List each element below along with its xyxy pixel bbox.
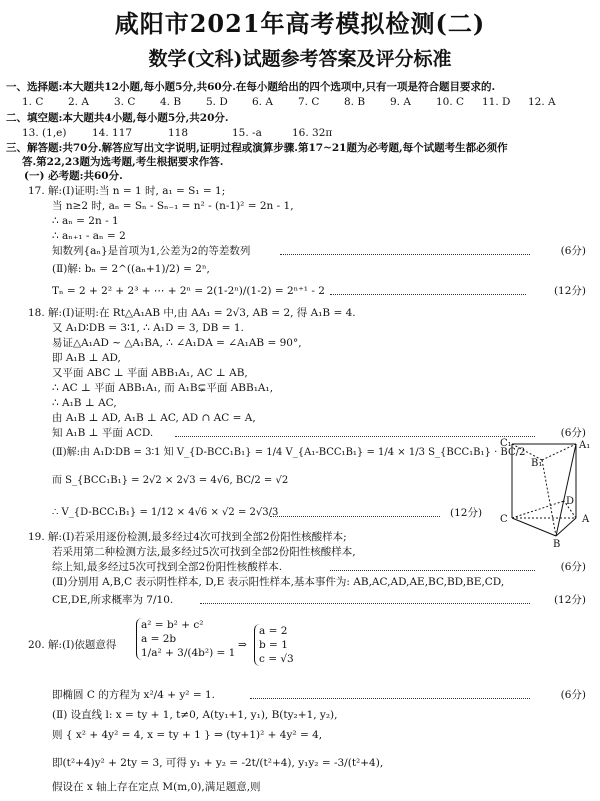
q20-eq: c = √3 bbox=[259, 653, 294, 665]
choice-answer: 6. A bbox=[252, 96, 273, 108]
section-choice-heading: 一、选择题:本大题共12小题,每小题5分,共60分.在每小题给出的四个选项中,只有一项是符合题目要求的. bbox=[6, 81, 496, 93]
dot-leader bbox=[250, 698, 530, 699]
choice-answer: 11. D bbox=[482, 96, 511, 108]
score-mark: (6分) bbox=[560, 689, 586, 701]
label-b1: B₁ bbox=[531, 458, 543, 469]
fill-answers bbox=[22, 126, 352, 140]
choice-answer: 3. C bbox=[114, 96, 136, 108]
q20-part2-line: 则 { x² + 4y² = 4, x = ty + 1 } ⇒ (ty+1)² + 4y² = 4, bbox=[52, 729, 323, 741]
q18-line: 知 A₁B ⊥ 平面 ACD. bbox=[52, 427, 154, 439]
choice-answer: 8. B bbox=[344, 96, 366, 108]
label-c: C bbox=[500, 514, 508, 525]
choice-answer: 4. B bbox=[160, 96, 182, 108]
edge-b1b bbox=[542, 460, 556, 536]
q18-line: 由 A₁B ⊥ AD, A₁B ⊥ AC, AD ∩ AC = A, bbox=[52, 412, 256, 424]
dot-leader bbox=[200, 603, 530, 604]
q20-eq: 1/a² + 3/(4b²) = 1 bbox=[141, 647, 236, 659]
q17-line: 知数列{aₙ}是首项为1,公差为2的等差数列 bbox=[52, 245, 251, 257]
score-mark: (6分) bbox=[560, 561, 586, 573]
edge-cb bbox=[512, 518, 556, 536]
section-required-heading: (一) 必考题:共60分. bbox=[24, 170, 123, 182]
score-mark: (12分) bbox=[553, 285, 586, 297]
q20-eq: a² = b² + c² bbox=[141, 619, 204, 631]
dot-leader bbox=[175, 436, 535, 437]
dot-leader bbox=[270, 516, 440, 517]
q18-part2-line: ∴ V_{D-BCC₁B₁} = 1/12 × 4√6 × √2 = 2√3/3 bbox=[52, 507, 279, 518]
dot-leader bbox=[280, 254, 530, 255]
q20-line: 即椭圆 C 的方程为 x²/4 + y² = 1. bbox=[52, 689, 216, 701]
q17-line: ∴ aₙ₊₁ - aₙ = 2 bbox=[52, 230, 126, 242]
q20-eq: a = 2b bbox=[141, 633, 177, 645]
edge-cd bbox=[512, 501, 564, 518]
fill-answer: 14. 117 bbox=[92, 127, 133, 139]
q20-system-right bbox=[254, 624, 294, 666]
q17-part2-line: (Ⅱ)解: bₙ = 2^((aₙ+1)/2) = 2ⁿ, bbox=[52, 263, 210, 275]
fill-answer: 15. -a bbox=[232, 127, 262, 139]
label-d: D bbox=[566, 496, 575, 507]
q18-line: 即 A₁B ⊥ AD, bbox=[52, 352, 121, 364]
fill-answer: 16. 32π bbox=[292, 127, 333, 139]
q20-line: 20. 解:(Ⅰ)依题意得 bbox=[28, 639, 117, 651]
q20-part2-line: 即(t²+4)y² + 2ty = 3, 可得 y₁ + y₂ = -2t/(t²+4), y₁y₂ = -3/(t²+4), bbox=[52, 757, 384, 769]
fill-answer: 118 bbox=[168, 127, 189, 139]
q19-line: 综上知,最多经过5次可找到全部2份阳性核酸样本. bbox=[52, 561, 283, 573]
score-mark: (12分) bbox=[450, 507, 483, 519]
section-solve-heading: 三、解答题:共70分.解答应写出文字说明,证明过程或演算步骤.第17~21题为必考题,每个试题考生都必须作 bbox=[6, 142, 508, 154]
label-c1: C₁ bbox=[500, 438, 512, 449]
implies-arrow: ⇒ bbox=[238, 639, 247, 651]
section-solve-heading-cont: 答.第22,23题为选考题,考生根据要求作答. bbox=[22, 156, 224, 168]
score-mark: (6分) bbox=[560, 427, 586, 439]
choice-answer: 10. C bbox=[436, 96, 465, 108]
section-fill-heading: 二、填空题:本大题共4小题,每小题5分,共20分. bbox=[6, 112, 229, 124]
q18-line: 又 A₁D∶DB = 3∶1, ∴ A₁D = 3, DB = 1. bbox=[52, 322, 244, 334]
q19-line: 19. 解:(Ⅰ)若采用逐份检测,最多经过4次可找到全部2份阳性核酸样本; bbox=[28, 531, 347, 543]
edge-b1a1 bbox=[542, 444, 576, 460]
score-mark: (12分) bbox=[553, 594, 586, 606]
q19-part2-line: (Ⅱ)分别用 A,B,C 表示阴性样本, D,E 表示阳性样本,基本事件为: AB,AC,AD,AE,BC,BD,BE,CD, bbox=[52, 576, 505, 588]
page-title: 咸阳市2021年高考模拟检测(二) bbox=[114, 9, 486, 38]
label-a1: A₁ bbox=[579, 440, 591, 451]
q18-line: 又平面 ABC ⊥ 平面 ABB₁A₁, AC ⊥ AB, bbox=[52, 367, 248, 379]
label-a: A bbox=[582, 514, 590, 525]
q17-line: ∴ aₙ = 2n - 1 bbox=[52, 215, 119, 227]
q18-line: 易证△A₁AD ∼ △A₁BA, ∴ ∠A₁DA = ∠A₁AB = 90°, bbox=[52, 337, 302, 349]
choice-answer: 7. C bbox=[298, 96, 320, 108]
q18-part2-line: 而 S_{BCC₁B₁} = 2√2 × 2√3 = 4√6, BC/2 = √2 bbox=[52, 475, 289, 486]
q18-line: ∴ AC ⊥ 平面 ABB₁A₁, 而 A₁B⊊平面 ABB₁A₁, bbox=[52, 382, 274, 394]
fill-answer: 13. (1,e) bbox=[22, 127, 67, 139]
choice-answers bbox=[22, 95, 568, 109]
choice-answer: 12. A bbox=[528, 96, 556, 108]
q19-line: 若采用第二种检测方法,最多经过5次可找到全部2份阳性核酸样本, bbox=[52, 546, 356, 558]
score-mark: (6分) bbox=[560, 245, 586, 257]
q20-eq: b = 1 bbox=[259, 639, 288, 651]
q19-part2-line: CE,DE,所求概率为 7/10. bbox=[52, 594, 174, 606]
q20-part2-line: (Ⅱ) 设直线 l: x = ty + 1, t≠0, A(ty₁+1, y₁), B(ty₂+1, y₂), bbox=[52, 709, 338, 721]
label-b: B bbox=[553, 539, 561, 548]
choice-answer: 2. A bbox=[68, 96, 89, 108]
choice-answer: 1. C bbox=[22, 96, 44, 108]
q17-line: 17. 解:(Ⅰ)证明:当 n = 1 时, a₁ = S₁ = 1; bbox=[28, 185, 226, 197]
q20-part2-line: 假设在 x 轴上存在定点 M(m,0),满足题意,则 bbox=[52, 781, 261, 793]
q18-line: ∴ A₁B ⊥ AC, bbox=[52, 397, 117, 409]
q18-line: 18. 解:(Ⅰ)证明:在 Rt△A₁AB 中,由 AA₁ = 2√3, AB = 2, 得 A₁B = 4. bbox=[28, 307, 356, 319]
dot-leader bbox=[330, 570, 535, 571]
prism-diagram bbox=[498, 436, 594, 548]
q17-line: 当 n≥2 时, aₙ = Sₙ - Sₙ₋₁ = n² - (n-1)² = 2n - 1, bbox=[52, 200, 294, 212]
q20-eq: a = 2 bbox=[259, 625, 288, 637]
q18-part2-line: (Ⅱ)解:由 A₁D∶DB = 3∶1 知 V_{D-BCC₁B₁} = 1/4 V_{A₁-BCC₁B₁} = 1/4 × 1/3 S_{BCC₁B₁} · BC/2 bbox=[52, 447, 526, 458]
page-subtitle: 数学(文科)试题参考答案及评分标准 bbox=[148, 48, 452, 70]
q20-system-left bbox=[136, 618, 235, 660]
edge-a1b bbox=[556, 444, 576, 536]
choice-answer: 9. A bbox=[390, 96, 411, 108]
choice-answer: 5. D bbox=[206, 96, 228, 108]
dot-leader bbox=[330, 294, 526, 295]
q17-part2-line: Tₙ = 2 + 2² + 2³ + ⋯ + 2ⁿ = 2(1-2ⁿ)/(1-2) = 2ⁿ⁺¹ - 2 bbox=[52, 285, 325, 297]
